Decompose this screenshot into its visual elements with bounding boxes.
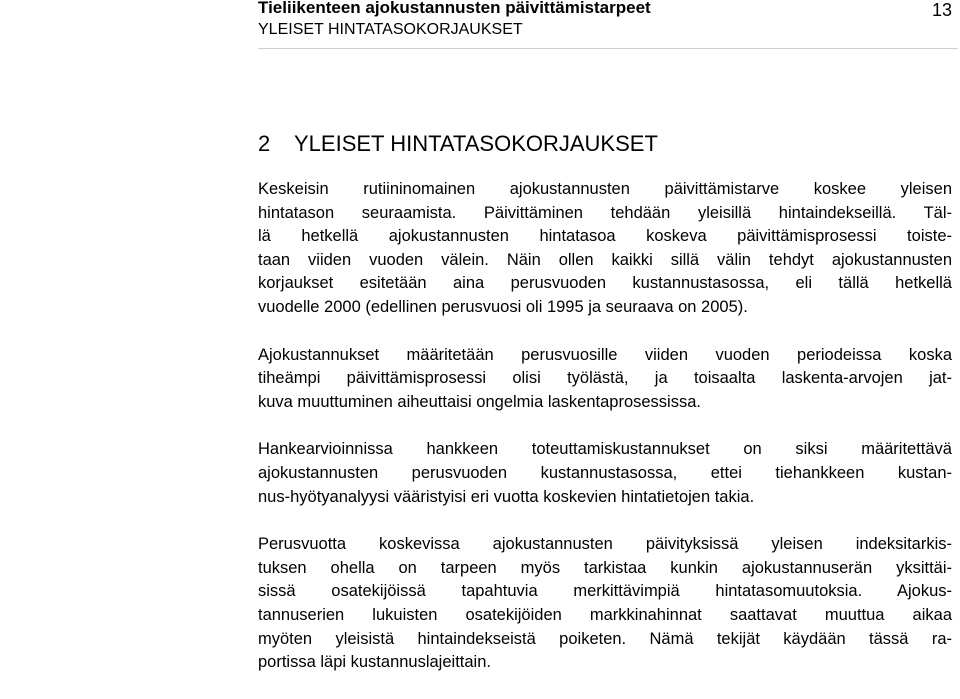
- text-line: Perusvuotta koskevissa ajokustannusten päivityksissä yleisen indeksitarkis-: [258, 535, 952, 554]
- text-line: kuva muuttuminen aiheuttaisi ongelmia laskentaprosessissa.: [258, 392, 701, 411]
- page-number: 13: [931, 0, 952, 20]
- text-line: lä hetkellä ajokustannusten hintatasoa koskeva päivittämisprosessi toiste-: [258, 227, 952, 246]
- paragraph: [258, 178, 952, 320]
- section-heading: [258, 130, 952, 158]
- text-line: ajokustannusten perusvuoden kustannustasossa, ettei tiehankkeen kustan-: [258, 463, 952, 482]
- text-line: Ajokustannukset määritetään perusvuosille viiden vuoden periodeissa koska: [258, 345, 952, 364]
- page-content: [258, 130, 952, 699]
- text-line: portissa läpi kustannuslajeittain.: [258, 653, 491, 672]
- text-line: hintatason seuraamista. Päivittäminen tehdään yleisillä hintaindekseillä. Täl-: [258, 203, 952, 222]
- text-line: myöten yleisistä hintaindekseistä poiketen. Nämä tekijät käydään tässä ra-: [258, 629, 952, 648]
- text-line: tiheämpi päivittämisprosessi olisi työlästä, ja toisaalta laskenta-arvojen jat-: [258, 369, 952, 388]
- text-line: Hankearvioinnissa hankkeen toteuttamiskustannukset on siksi määritettävä: [258, 440, 952, 459]
- running-header-subtitle: YLEISET HINTATASOKORJAUKSET: [258, 21, 523, 38]
- paragraph: [258, 344, 952, 415]
- section-title: YLEISET HINTATASOKORJAUKSET: [294, 131, 658, 156]
- text-line: nus-hyötyanalyysi vääristyisi eri vuotta koskevien hintatietojen takia.: [258, 487, 755, 506]
- text-line: tannuserien lukuisten osatekijöiden markkinahinnat saattavat muuttua aikaa: [258, 605, 952, 624]
- text-line: taan viiden vuoden välein. Näin ollen kaikki sillä välin tehdyt ajokustannusten: [258, 250, 952, 269]
- text-line: vuodelle 2000 (edellinen perusvuosi oli 1995 ja seuraava on 2005).: [258, 297, 748, 316]
- running-header: [258, 0, 958, 49]
- section-number: 2: [258, 131, 271, 156]
- paragraph: [258, 533, 952, 675]
- text-line: Keskeisin rutiininomainen ajokustannusten päivittämistarve koskee yleisen: [258, 180, 952, 198]
- running-header-title: Tieliikenteen ajokustannusten päivittämistarpeet: [258, 0, 651, 17]
- paragraph: [258, 438, 952, 509]
- text-line: tuksen ohella on tarpeen myös tarkistaa kunkin ajokustannuserän yksittäi-: [258, 558, 952, 577]
- text-line: korjaukset esitetään aina perusvuoden kustannustasossa, eli tällä hetkellä: [258, 274, 952, 293]
- text-line: sissä osatekijöissä tapahtuvia merkittävimpiä hintatasomuutoksia. Ajokus-: [258, 582, 952, 601]
